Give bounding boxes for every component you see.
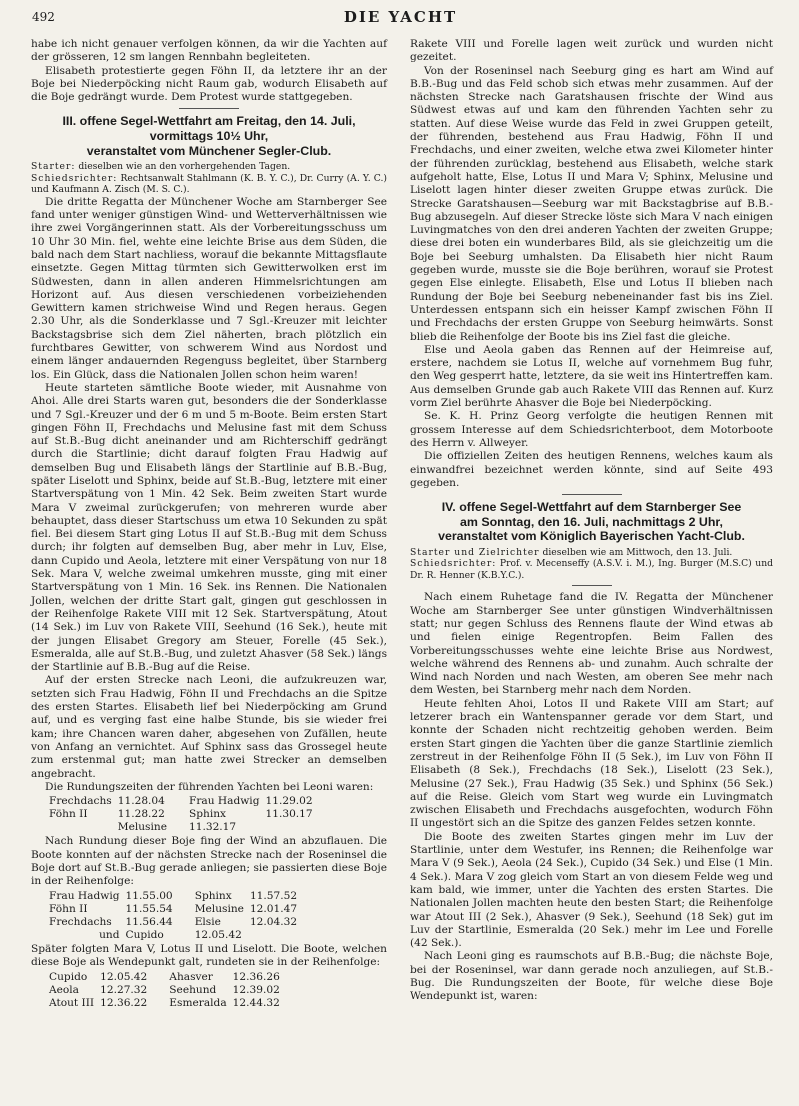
paragraph: Auf der ersten Strecke nach Leoni, die aufzukreuzen war, setzten sich Frau Hadwig, Föhn II und Frechdachs an die Spitze des ersten Startes. Elisabeth lief bei Niederpöcking am Grund auf, und es verging fast eine halbe Stunde, bis sie wieder frei kam; ihre Chancen waren daher, abgesehen von Zufällen, heute von Anfang an vernichtet. Auf Sphinx sass das Grossegel heute zum erstenmal gut; man hatte zwei Strecker an demselben angebracht. xyxy=(31,674,387,780)
table-row xyxy=(49,890,303,903)
time: 11.57.52 xyxy=(249,889,298,902)
heading-line: veranstaltet vom Münchener Segler-Club. xyxy=(86,143,332,158)
boat-name: Frechdachs xyxy=(49,795,112,808)
boat-name: Atout III xyxy=(49,996,95,1009)
rounding-times-leoni xyxy=(49,795,319,834)
paragraph: Heute starteten sämtliche Boote wieder, mit Ausnahme von Ahoi. Alle drei Starts waren gut, besonders die der Sonderklasse und 7 Sgl.-Kreuzer und der 6 m und 5 m-Boote. Beim ersten Start gingen Föhn II, Frechdachs und Melusine fast mit dem Schuss auf St.B.-Bug dicht aneinander und am Richterschiff gedrängt durch die Startlinie; dicht darauf folgten Frau Hadwig auf demselben Bug und Elisabeth längs der Startlinie auf B.B.-Bug, später Liselott und Sphinx, beide auf St.B.-Bug, letztere mit einer Startverspätung von 1 Min. 42 Sek. Beim zweiten Start wurde Mara V zweimal zurückgerufen; von mehreren wurde aber behauptet, dass dieser Startschuss um etwa 10 Sekunden zu spät fiel. Bei diesem Start ging Lotus II auf St.B.-Bug mit dem Schuss durch; ihr folgten auf demselben Bug, aber mehr in Luv, Else, dann Cupido und Aeola, letztere mit einer Verspätung von nur 18 Sek. Mara V, welche zweimal umkehren musste, ging mit einer Startverspätung von 1 Min. 16 Sek. ins Rennen. Die Nationalen Jollen, welchen der dritte Start galt, gingen gut geschlossen in der Reihenfolge Rakete VIII mit 12 Sek. Startverspätung, Atout (14 Sek.) im Luv von Rakete VIII, Seehund (16 Sek.), heute mit der jungen Elisabet Gregory am Steuer, Forelle (45 Sek.), Esmeralda, alle auf St.B.-Bug, und zuletzt Ahasver (58 Sek.) längs der Startlinie auf B.B.-Bug auf die Reise. xyxy=(31,381,387,674)
heading-line: III. offene Segel-Wettfahrt am Freitag, den 14. Juli, xyxy=(62,114,356,129)
time: 12.05.42 xyxy=(100,970,148,983)
boat-name: Sphinx xyxy=(194,889,232,902)
judges-text: Prof. v. Mecenseffy (A.S.V. i. M.), Ing. Burger (M.S.C) und Dr. R. Henner (K.B.Y.C.). xyxy=(410,558,774,581)
connector-word: und xyxy=(99,928,120,941)
paragraph: Die Rundungszeiten der führenden Yachten bei Leoni waren: xyxy=(45,780,374,793)
paragraph: Heute fehlten Ahoi, Lotos II und Rakete VIII am Start; auf letzerer brach ein Wantenspanner gerade vor dem Start, und konnte der Schaden nicht rechtzeitig gehoben werden. Beim ersten Start gingen die Yachten über die ganze Startlinie ziemlich zerstreut in der Reihenfolge Föhn II (5 Sek.), im Luv von Föhn II Elisabeth (8 Sek.), Frechdachs (18 Sek.), Liselott (23 Sek.), Melusine (27 Sek.), Frau Hadwig (35 Sek.) und Sphinx (56 Sek.) auf die Reise. Gleich vom Start weg wurde ein Luvingmatch zwischen Elisabeth und Frechdachs ausgefochten, wodurch Föhn II ungestört sich an die Spitze des ganzen Feldes setzen konnte. xyxy=(410,697,773,830)
table-row xyxy=(49,916,303,929)
paragraph: Die Boote des zweiten Startes gingen mehr im Luv der Startlinie, unter dem Westufer, ins Rennen; die Reihenfolge war Mara V (9 Sek.), Aeola (24 Sek.), Cupido (34 Sek.) und Else (1 Min. 4 Sek.). Mara V zog gleich vom Start an von diesem Felde weg und kam bald, wie immer, unter die Yachten des ersten Startes. Die Nationalen Jollen machten heute den besten Start; die Reihenfolge war Atout III (2 Sek.), Ahasver (9 Sek.), Seehund (18 Sek) gut im Luv der Startlinie, Esmeralda (20 Sek.) mehr im Lee und Forelle (42 Sek.). xyxy=(410,830,773,950)
boat-name: Föhn II xyxy=(49,902,88,915)
table-row xyxy=(49,821,319,834)
boat-name: Aeola xyxy=(49,983,80,996)
paragraph: Nach Rundung dieser Boje fing der Wind an abzuflauen. Die Boote konnten auf der nächsten Strecke nach der Roseninsel die Boje dort auf St.B.-Bug gerade anliegen; sie passierten diese Boje in der Reihenfolge: xyxy=(31,835,387,888)
table-row xyxy=(49,984,286,997)
time: 11.56.44 xyxy=(125,915,173,928)
time: 12.04.32 xyxy=(249,915,298,928)
paragraph: Von der Roseninsel nach Seeburg ging es hart am Wind auf B.B.-Bug und das Feld schob sich etwas mehr zusammen. Auf der nächsten Strecke nach Garatshausen frischte der Wind aus Südwest etwas auf und kam den führenden Yachten sehr zu statten. Auf diese Weise wurde das Feld in zwei Gruppen geteilt, der führenden, bestehend aus Frau Hadwig, Föhn II und Frechdachs, und einer zweiten, welche etwa zwei Kilometer hinter der führenden zurücklag, bestehend aus Elisabeth, welche stark aufgeholt hatte, Else, Lotus II und Mara V; Sphinx, Melusine und Liselott lagen hinter dieser zweiten Gruppe etwas zurück. Die Strecke Garatshausen—Seeburg war mit Backstagbrise auf B.B.-Bug abzusegeln. Auf dieser Strecke löste sich Mara V nach einigen Luvingmatches von den drei anderen Yachten der zweiten Gruppe; diese drei boten ein wunderbares Bild, als sie gleichzeitig um die Boje bei Seeburg umhalsten. Da Elisabeth hier nicht Raum gegeben wurde, musste sie die Boje berühren, worauf sie Protest gegen Else einlegte. Elisabeth, Else und Lotus II blieben nach Rundung der Boje bei Seeburg nebeneinander fast bis ins Ziel. Unterdessen entspann sich ein heisser Kampf zwischen Föhn II und Frechdachs der ersten Gruppe von Seeburg heimwärts. Sonst blieb die Reihenfolge der Boote bis ins Ziel fast die gleiche. xyxy=(410,64,773,343)
time: 11.32.17 xyxy=(188,821,237,834)
boat-name: Ahasver xyxy=(169,970,213,983)
paragraph: Die dritte Regatta der Münchener Woche am Starnberger See fand unter weniger günstigen Wind- und Wetterverhältnissen wie ihre zwei Vorgängerinnen statt. Als der Vorbereitungsschuss um 10 Uhr 30 Min. fiel, wehte eine leichte Brise aus dem Süden, die bald nach dem Start nachliess, worauf die bekannte Mittagsflaute einsetzte. Gegen Mittag türmten sich Gewitterwolken erst im Südwesten, dann in allen anderen Himmelsrichtungen am Horizont auf. Aus diesen verschiedenen vorbeiziehenden Gewittern kamen strichweise Wind und Regen heraus. Gegen 2.30 Uhr, als die Sonderklasse und 7 Sgl.-Kreuzer mit leichter Backstagsbrise sich dem Ziel näherten, brach plötzlich ein furchtbares Gewitter, von schwerem Wind aus Nordost und einem länger andauernden Regenguss begleitet, über Starnberg los. Ein Glück, dass die Nationalen Jollen schon heim waren! xyxy=(31,195,387,381)
boat-name: Seehund xyxy=(169,983,217,996)
judges-line xyxy=(410,558,773,581)
time: 11.30.17 xyxy=(265,808,313,821)
time: 11.55.54 xyxy=(125,902,173,915)
rounding-times-wendepunkt xyxy=(49,971,286,1010)
table-row xyxy=(49,929,303,942)
section-divider xyxy=(562,494,622,495)
paragraph: Elisabeth protestierte gegen Föhn II, da letztere ihr an der Boje bei Niederpöcking nicht Raum gab, wodurch Elisabeth auf die Boje gedrängt wurde. Dem Protest wurde stattgegeben. xyxy=(31,64,387,104)
section-heading-iii xyxy=(31,114,387,158)
boat-name: Frau Hadwig xyxy=(49,889,120,902)
paragraph: habe ich nicht genauer verfolgen können, da wir die Yachten auf der grösseren, 12 sm langen Rennbahn begleiteten. xyxy=(31,38,387,64)
table-row xyxy=(49,997,286,1010)
boat-name: Sphinx xyxy=(188,808,227,821)
starter-label: Starter und Zielrichter xyxy=(410,546,540,558)
paragraph: Später folgten Mara V, Lotus II und Liselott. Die Boote, welchen diese Boje als Wendepunkt galt, rundeten sie in der Reihenfolge: xyxy=(31,942,387,969)
right-column xyxy=(410,38,773,1004)
paragraph: Else und Aeola gaben das Rennen auf der Heimreise auf, erstere, nachdem sie Lotus II, welche auf vornehmem Bug fuhr, den Weg gesperrt hatte, letztere, da sie weit ins Hintertreffen kam. Aus demselben Grunde gab auch Rakete VIII das Rennen auf. Kurz vorm Ziel berührte Ahasver die Boje bei Niederpöcking. xyxy=(410,343,773,410)
left-column xyxy=(31,38,387,1011)
starter-label: Starter: xyxy=(31,161,76,173)
time: 11.29.02 xyxy=(265,795,313,808)
starter-line xyxy=(31,161,387,173)
paragraph: Nach einem Ruhetage fand die IV. Regatta der Münchener Woche am Starnberger See unter günstigen Windverhältnissen statt; nur gegen Schluss des Rennens flaute der Wind etwas ab und fielen einige Regentropfen. Beim Fallen des Vorbereitungsschusses wehte eine leichte Brise aus Nordwest, welche während des Rennens ab- und zunahm. Auch schralte der Wind nach Norden und nach Westen, am oberen See mehr nach dem Westen, bei Starnberg mehr nach dem Norden. xyxy=(410,591,773,697)
paragraph: Rakete VIII und Forelle lagen weit zurück und wurden nicht gezeitet. xyxy=(410,38,773,64)
judges-text: Rechtsanwalt Stahlmann (K. B. Y. C.), Dr. Curry (A. Y. C.) und Kaufmann A. Zisch (M. S. C.). xyxy=(31,172,387,196)
time: 11.55.00 xyxy=(125,889,173,902)
time: 11.28.04 xyxy=(117,795,165,808)
paragraph: Die offiziellen Zeiten des heutigen Rennens, welches kaum als einwandfrei bezeichnet werden könnte, sind auf Seite 493 gegeben. xyxy=(410,450,773,489)
time: 12.44.32 xyxy=(232,996,280,1009)
time: 12.05.42 xyxy=(194,928,242,941)
judges-line xyxy=(31,173,387,196)
table-row xyxy=(49,971,286,984)
starter-line xyxy=(410,547,773,559)
judges-label: Schiedsrichter: xyxy=(410,558,497,570)
journal-title: DIE YACHT xyxy=(343,8,458,26)
boat-name: Melusine xyxy=(117,821,167,834)
time: 11.28.22 xyxy=(117,808,165,821)
starter-text: dieselben wie an den vorhergehenden Tagen. xyxy=(78,161,291,173)
starter-text: dieselben wie am Mittwoch, den 13. Juli. xyxy=(542,546,733,558)
page-number: 492 xyxy=(32,10,55,24)
heading-line: IV. offene Segel-Wettfahrt auf dem Starnberger See xyxy=(441,500,742,515)
time: 12.27.32 xyxy=(100,983,148,996)
time: 12.36.26 xyxy=(232,970,280,983)
heading-line: veranstaltet vom Königlich Bayerischen Yacht-Club. xyxy=(438,529,745,544)
boat-name: Cupido xyxy=(125,928,164,941)
heading-line: vormittags 10½ Uhr, xyxy=(149,129,269,144)
boat-name: Cupido xyxy=(49,970,88,983)
rounding-times-roseninsel xyxy=(49,890,303,942)
boat-name: Frechdachs xyxy=(49,915,112,928)
time: 12.01.47 xyxy=(249,902,298,915)
boat-name: Föhn II xyxy=(49,808,88,821)
table-row xyxy=(49,795,319,808)
boat-name: Frau Hadwig xyxy=(188,795,260,808)
table-row xyxy=(49,808,319,821)
paragraph: Se. K. H. Prinz Georg verfolgte die heutigen Rennen mit grossem Interesse auf dem Schiedsrichterboot, dem Motorboote des Herrn v. Allweyer. xyxy=(410,410,773,449)
page-header xyxy=(32,8,769,30)
judges-label: Schiedsrichter: xyxy=(31,172,118,184)
table-row xyxy=(49,903,303,916)
section-divider xyxy=(572,585,612,586)
boat-name: Esmeralda xyxy=(169,996,227,1009)
boat-name: Elsie xyxy=(194,915,221,928)
time: 12.36.22 xyxy=(100,996,148,1009)
boat-name: Melusine xyxy=(194,902,244,915)
section-divider xyxy=(179,108,239,109)
paragraph: Nach Leoni ging es raumschots auf B.B.-Bug; die nächste Boje, bei der Roseninsel, war dann gerade noch anzuliegen, auf St.B.-Bug. Die Rundungszeiten der Boote, für welche diese Boje Wendepunkt ist, waren: xyxy=(410,950,773,1003)
time: 12.39.02 xyxy=(232,983,280,996)
section-heading-iv xyxy=(410,500,773,544)
heading-line: am Sonntag, den 16. Juli, nachmittags 2 Uhr, xyxy=(459,514,724,529)
